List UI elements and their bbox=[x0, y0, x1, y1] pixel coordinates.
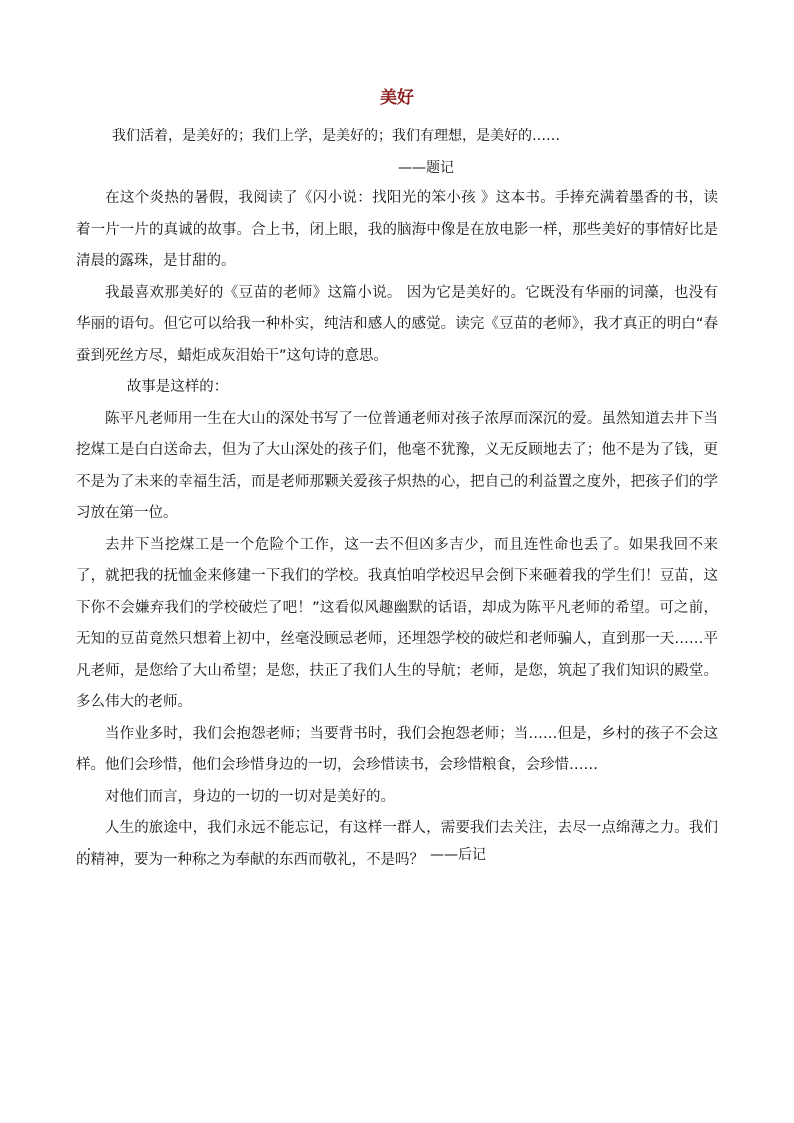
epigraph-signature: ——题记 bbox=[398, 160, 454, 176]
paragraph-teacher: 陈平凡老师用一生在大山的深处书写了一位普通老师对孩子浓厚而深沉的爱。虽然知道去井下当挖煤工是白白送命去，但为了大山深处的孩子们，他毫不犹豫，义无反顾地去了；他不是为了钱，更不是为了未来的幸福生活，而是老师那颗关爱孩子炽热的心，把自己的利益置之度外，把孩子们的学习放在第一位。 bbox=[76, 410, 718, 521]
stray-dot-mark bbox=[88, 848, 90, 850]
page-title: 美好 bbox=[380, 88, 414, 108]
paragraph-intro: 在这个炎热的暑假，我阅读了《闪小说：找阳光的笨小孩 》这本书。手捧充满着墨香的书，读着一片一片的真诚的故事。合上书，闭上眼，我的脑海中像是在放电影一样，那些美好的事情好比是清晨的露珠，是甘甜的。 bbox=[76, 190, 718, 269]
paragraph-story-intro: 故事是这样的： bbox=[126, 379, 229, 395]
essay-body bbox=[76, 183, 718, 876]
paragraph-mine: 去井下当挖煤工是一个危险个工作，这一去不但凶多吉少，而且连性命也丢了。如果我回不来了，就把我的抚恤金来修建一下我们的学校。我真怕咱学校迟早会倒下来砸着我的学生们！豆苗，这下你不会嫌弃我们的学校破烂了吧！”这看似风趣幽默的话语，却成为陈平凡老师的希望。可之前，无知的豆苗竟然只想着上初中，丝毫没顾忌老师，还埋怨学校的破烂和老师骗人，直到那一天……平凡老师，是您给了大山希望；是您，扶正了我们人生的导航；老师，是您，筑起了我们知识的殿堂。多么伟大的老师。 bbox=[76, 536, 718, 710]
paragraph-everything: 对他们而言，身边的一切的一切对是美好的。 bbox=[105, 788, 395, 805]
epigraph-text: 我们活着，是美好的；我们上学，是美好的；我们有理想，是美好的…… bbox=[112, 128, 560, 144]
paragraph-homework: 当作业多时，我们会抱怨老师；当要背书时，我们会抱怨老师；当……但是，乡村的孩子不会这样。他们会珍惜，他们会珍惜身边的一切，会珍惜读书，会珍惜粮食，会珍惜…… bbox=[76, 725, 718, 773]
afterword-signature: ——后记 bbox=[430, 847, 486, 863]
paragraph-conclusion: 人生的旅途中，我们永远不能忘记，有这样一群人，需要我们去关注，去尽一点绵薄之力。我们的精神，要为一种称之为奉献的东西而敬礼，不是吗？ bbox=[76, 820, 718, 868]
paragraph-favorite-story: 我最喜欢那美好的《豆苗的老师》这篇小说。 因为它是美好的。它既没有华丽的词藻，也没有华丽的语句。但它可以给我一种朴实，纯洁和感人的感觉。读完《豆苗的老师》，我才真正的明白“春蚕到死丝方尽，蜡炬成灰泪始干”这句诗的意思。 bbox=[76, 284, 718, 364]
